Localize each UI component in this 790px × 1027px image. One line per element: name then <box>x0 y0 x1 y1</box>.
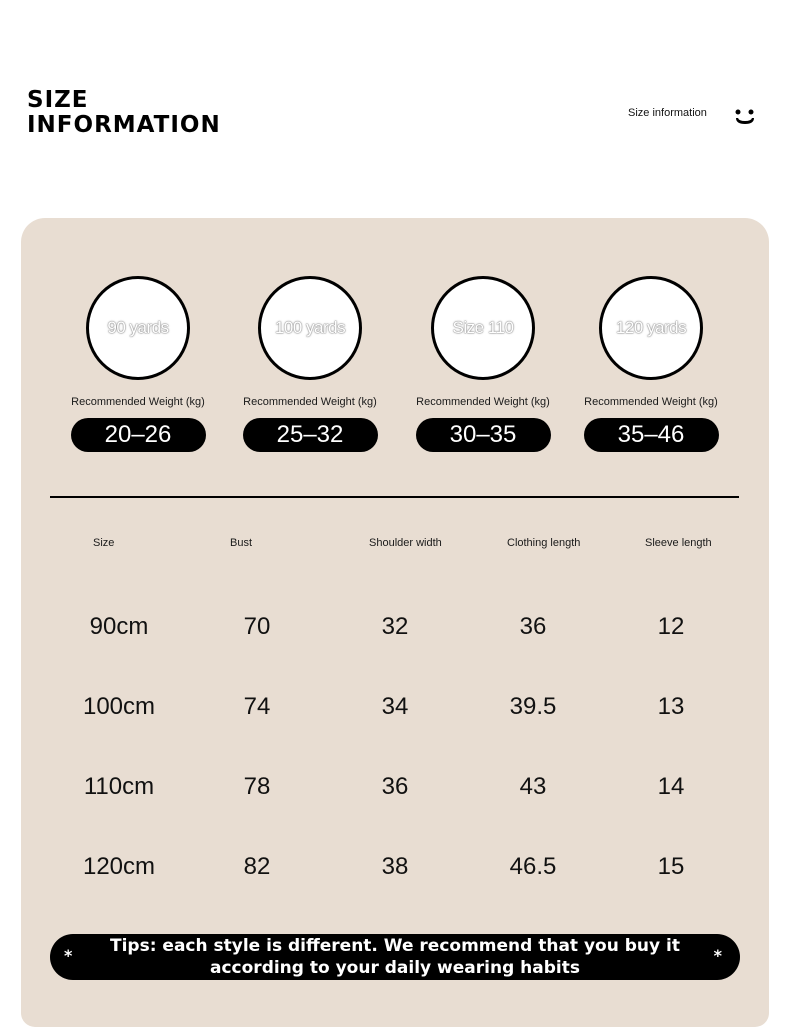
table-cell-sleeve-length: 13 <box>657 693 685 720</box>
table-cell-sleeve-length: 15 <box>657 853 685 880</box>
weight-badge: 35–46 <box>584 418 719 452</box>
size-option-100[interactable] <box>230 276 390 452</box>
size-label: 100 yards <box>274 318 346 337</box>
weight-badge: 30–35 <box>416 418 551 452</box>
table-cell-bust: 70 <box>243 613 271 640</box>
table-cell-sleeve-length: 14 <box>657 773 685 800</box>
tips-star-right: * <box>713 946 722 965</box>
table-cell-bust: 82 <box>243 853 271 880</box>
table-cell-size: 110cm <box>83 773 155 800</box>
table-cell-size: 100cm <box>82 693 156 720</box>
size-circle-90[interactable] <box>86 276 190 380</box>
table-cell-clothing-length: 46.5 <box>509 853 557 880</box>
size-circle-120[interactable] <box>599 276 703 380</box>
tips-text: Tips: each style is different. We recommend that you buy it according to your daily wearing habits <box>110 936 680 978</box>
table-row <box>21 852 769 882</box>
table-cell-clothing-length: 43 <box>519 773 547 800</box>
size-label: 120 yards <box>615 318 687 337</box>
recommended-weight-label: Recommended Weight (kg) <box>584 396 718 408</box>
recommended-weight-label: Recommended Weight (kg) <box>416 396 550 408</box>
section-divider <box>50 496 739 498</box>
column-header-bust: Bust <box>230 537 253 549</box>
table-row <box>21 612 769 642</box>
table-cell-bust: 74 <box>243 693 271 720</box>
table-row <box>21 772 769 802</box>
table-cell-size: 120cm <box>82 853 156 880</box>
smiley-icon <box>734 108 756 126</box>
table-cell-shoulder-width: 38 <box>381 853 409 880</box>
table-cell-size: 90cm <box>89 613 149 640</box>
size-circle-100[interactable] <box>258 276 362 380</box>
weight-badge: 20–26 <box>71 418 206 452</box>
table-cell-bust: 78 <box>243 773 271 800</box>
size-option-90[interactable] <box>58 276 218 452</box>
size-option-120[interactable] <box>571 276 731 452</box>
table-row <box>21 692 769 722</box>
tips-star-left: * <box>64 946 73 965</box>
column-header-shoulder-width: Shoulder width <box>369 537 442 549</box>
size-option-110[interactable] <box>403 276 563 452</box>
weight-badge: 25–32 <box>243 418 378 452</box>
column-header-clothing-length: Clothing length <box>507 537 581 549</box>
size-label: 90 yards <box>107 318 169 337</box>
table-cell-shoulder-width: 34 <box>381 693 409 720</box>
tips-banner <box>50 934 740 980</box>
recommended-weight-label: Recommended Weight (kg) <box>71 396 205 408</box>
size-card <box>21 218 769 1027</box>
table-cell-shoulder-width: 36 <box>381 773 409 800</box>
page-title <box>27 88 221 138</box>
table-cell-shoulder-width: 32 <box>381 613 409 640</box>
page-title-line-2: INFORMATION <box>27 112 221 138</box>
column-header-size: Size <box>93 537 115 549</box>
table-cell-sleeve-length: 12 <box>657 613 685 640</box>
size-information-link[interactable]: Size information <box>628 107 707 119</box>
page-title-line-1: SIZE <box>27 87 89 113</box>
table-cell-clothing-length: 39.5 <box>509 693 557 720</box>
size-label: Size 110 <box>452 318 514 337</box>
size-circle-110[interactable] <box>431 276 535 380</box>
recommended-weight-label: Recommended Weight (kg) <box>243 396 377 408</box>
table-cell-clothing-length: 36 <box>519 613 547 640</box>
column-header-sleeve-length: Sleeve length <box>645 537 712 549</box>
